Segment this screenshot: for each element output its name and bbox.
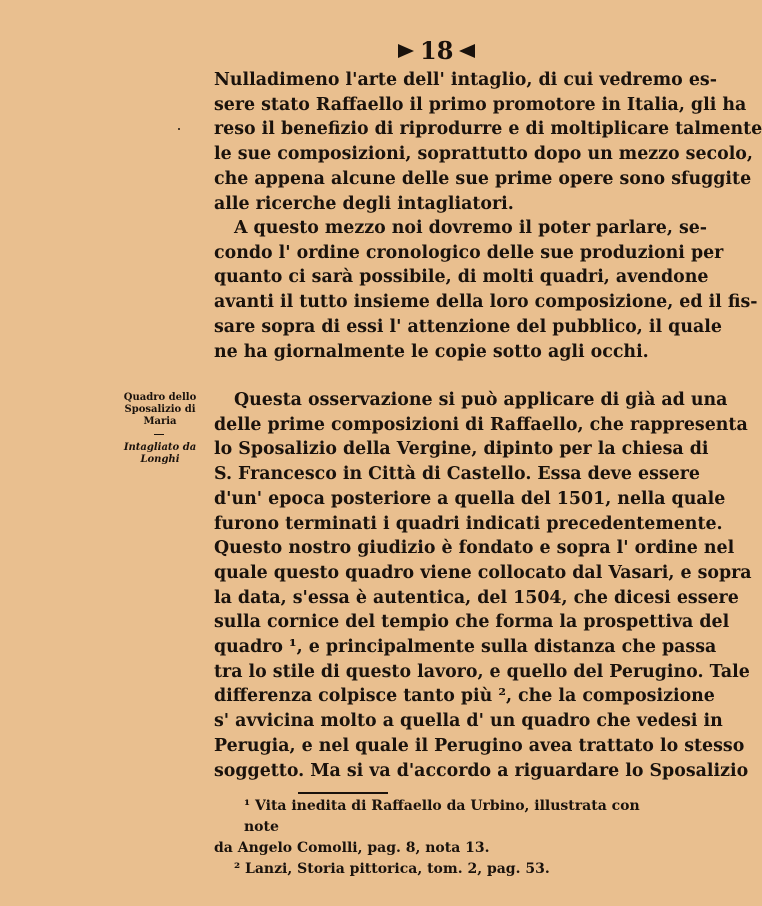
text-line: lo Sposalizio della Vergine, dipinto per la chiesa di [214, 439, 709, 460]
footnotes [214, 796, 670, 880]
paragraph-3 [214, 388, 752, 783]
margin-note-divider [154, 434, 164, 435]
text-line: quadro ¹, e principalmente sulla distanza che passa [214, 637, 717, 658]
text-line: ne ha giornalmente le copie sotto agli occhi. [214, 341, 649, 362]
text-line: quale questo quadro viene collocato dal Vasari, e sopra [214, 562, 752, 583]
ink-speck [178, 128, 180, 130]
paragraph-2 [214, 216, 758, 364]
text-line: tra lo stile di questo lavoro, e quello del Perugino. Tale [214, 661, 750, 682]
text-line: delle prime composizioni di Raffaello, che rappresenta [214, 414, 748, 435]
text-line: Nulladimeno l'arte dell' intaglio, di cui vedremo es- [214, 70, 717, 90]
text-line: Questa osservazione si può applicare di già ad una [234, 390, 728, 410]
text-line: Questo nostro giudizio è fondato e sopra l' ordine nel [214, 538, 735, 559]
text-line: furono terminati i quadri indicati precedentemente. [214, 513, 723, 534]
margin-note-line: Quadro dello [123, 392, 197, 403]
ornament-right-icon [459, 44, 475, 58]
text-line: che appena alcune delle sue prime opere sono sfuggite [214, 168, 752, 189]
text-line: Perugia, e nel quale il Perugino avea trattato lo stesso [214, 735, 745, 756]
text-line: s' avvicina molto a quella d' un quadro che vedesi in [214, 711, 723, 732]
ornament-left-icon [398, 44, 414, 58]
text-line: sare sopra di essi l' attenzione del pubblico, il quale [214, 316, 722, 337]
text-line: le sue composizioni, soprattutto dopo un mezzo secolo, [214, 144, 753, 165]
text-line: avanti il tutto insieme della loro composizione, ed il fis- [214, 292, 758, 313]
text-line: d'un' epoca posteriore a quella del 1501, nella quale [214, 488, 726, 509]
text-line: S. Francesco in Città di Castello. Essa deve essere [214, 464, 700, 485]
text-line: sulla cornice del tempio che forma la prospettiva del [214, 612, 730, 633]
margin-note-line: Intagliato da [123, 442, 197, 453]
text-line: differenza colpisce tanto più ², che la composizione [214, 686, 715, 707]
text-line: soggetto. Ma si va d'accordo a riguardare lo Sposalizio [214, 760, 749, 781]
page-number: 18 [420, 36, 454, 65]
footnote-1-continued: da Angelo Comolli, pag. 8, nota 13. [214, 840, 490, 856]
text-line: A questo mezzo noi dovremo il poter parlare, se- [234, 218, 708, 238]
margin-note-line: Longhi [140, 454, 180, 465]
footnote-divider [298, 792, 388, 794]
text-line: condo l' ordine cronologico delle sue produzioni per [214, 242, 724, 263]
margin-note-line: Maria [143, 416, 177, 427]
margin-note-sposalizio [112, 392, 208, 428]
text-line: la data, s'essa è autentica, del 1504, che dicesi essere [214, 587, 739, 608]
footnote-2: ² Lanzi, Storia pittorica, tom. 2, pag. 53. [234, 861, 550, 877]
paragraph-1 [214, 68, 762, 216]
page-number-header [398, 36, 475, 65]
text-line: alle ricerche degli intagliatori. [214, 193, 514, 214]
text-line: quanto ci sarà possibile, di molti quadri, avendone [214, 267, 709, 288]
margin-note-engraver [112, 442, 208, 466]
text-line: reso il benefizio di riprodurre e di moltiplicare talmente [214, 119, 762, 140]
margin-note-line: Sposalizio di [124, 404, 196, 415]
footnote-1: ¹ Vita inedita di Raffaello da Urbino, illustrata con note [244, 798, 640, 835]
text-line: sere stato Raffaello il primo promotore in Italia, gli ha [214, 94, 747, 115]
